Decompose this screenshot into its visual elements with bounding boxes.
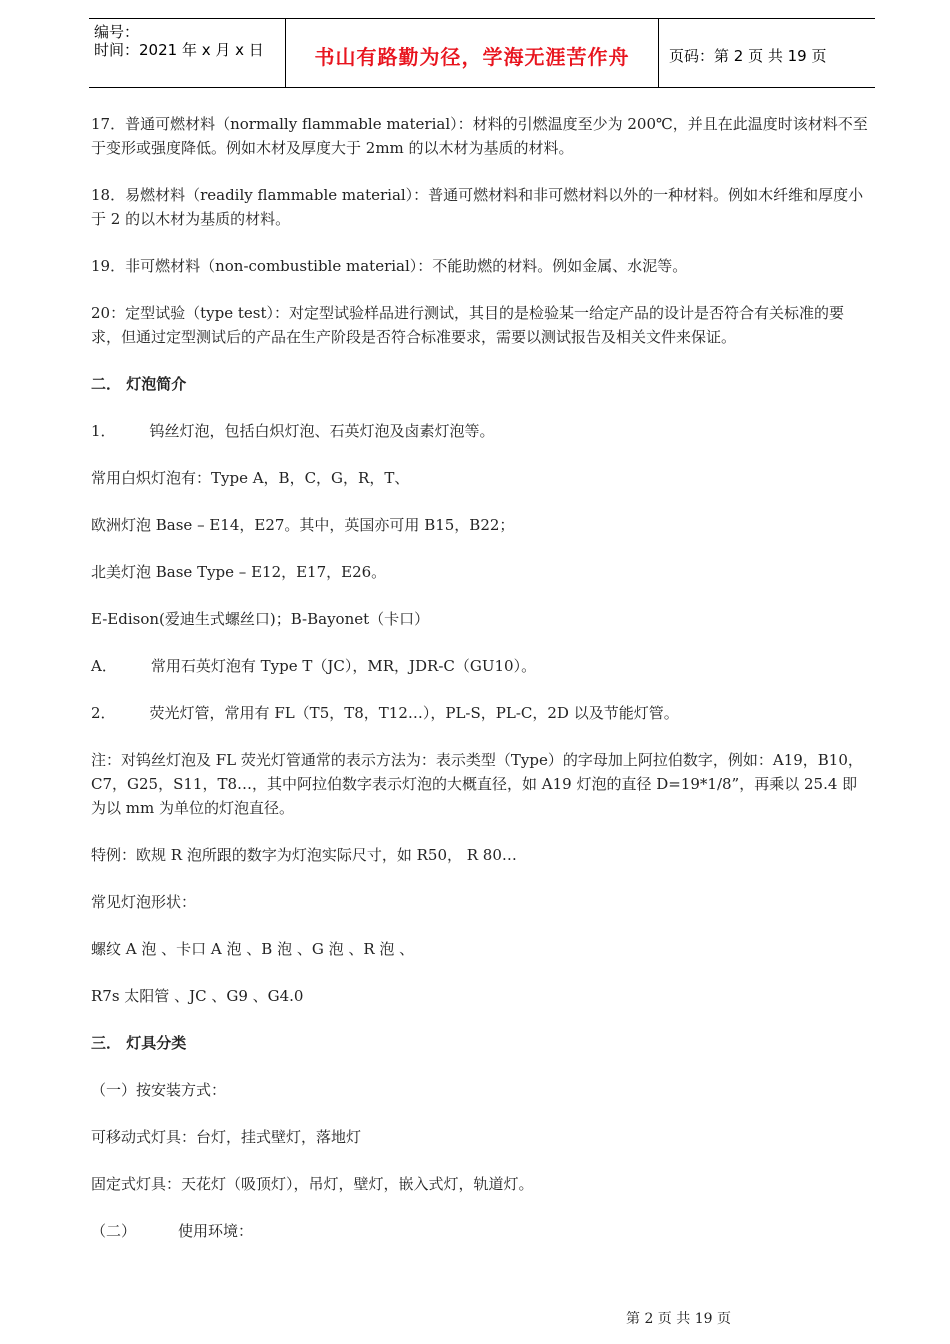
section-heading-bulbs: 二． 灯泡简介 [91,375,187,393]
install-method-title: （一）按安装方式： [91,1081,227,1099]
definition-19: 19．非可燃材料（non-combustible material）：不能助燃的材料。例如金属、水泥等。 [91,257,688,275]
list-item-number: （二） [91,1222,137,1240]
header-right-cell [659,19,875,87]
list-item-number: 1． [91,422,116,440]
list-item-number: A． [91,657,117,675]
list-item-text: 钨丝灯泡，包括白炽灯泡、石英灯泡及卤素灯泡等。 [149,422,495,440]
usage-environment-title [91,1219,871,1243]
common-shapes-line-1: 螺纹 A 泡 、卡口 A 泡 、B 泡 、G 泡 、R 泡 、 [91,940,415,958]
movable-luminaires: 可移动式灯具：台灯，挂式壁灯，落地灯 [91,1128,362,1146]
north-american-base: 北美灯泡 Base Type – E12，E17，E26。 [91,563,387,581]
header-page-number: 页码：第 2 页 共 19 页 [669,47,827,65]
page-header [89,18,875,88]
list-item-number: 2． [91,704,116,722]
document-time-label: 时间：2021 年 x 月 x 日 [94,41,264,59]
header-middle-cell [286,19,659,87]
edison-bayonet-note: E-Edison(爱迪生式螺丝口)；B-Bayonet（卡口） [91,610,430,628]
common-shapes-title: 常见灯泡形状： [91,893,197,911]
definition-17: 17．普通可燃材料（normally flammable material）：材料的引燃温度至少为 200℃，并且在此温度时该材料不至于变形或强度降低。例如木材及厚度大于 2mm 的以木材为基质的材料。 [91,115,868,157]
definition-18: 18．易燃材料（readily flammable material）：普通可燃材料和非可燃材料以外的一种材料。例如木纤维和厚度小于 2 的以木材为基质的材料。 [91,186,864,228]
list-item-tungsten [91,419,871,443]
document-number-label: 编号： [94,23,140,41]
list-item-fluorescent [91,701,871,725]
special-case-note: 特例：欧规 R 泡所跟的数字为灯泡实际尺寸，如 R50， R 80… [91,846,517,864]
document-body [91,112,871,1243]
header-left-cell [89,19,286,87]
common-shapes-line-2: R7s 太阳管 、JC 、G9 、G4.0 [91,987,304,1005]
european-base: 欧洲灯泡 Base – E14，E27。其中，英国亦可用 B15，B22； [91,516,515,534]
list-item-text: 常用石英灯泡有 Type T（JC），MR，JDR-C（GU10）。 [150,657,537,675]
page-footer: 第 2 页 共 19 页 [626,1311,731,1327]
section-heading-luminaires: 三． 灯具分类 [91,1034,187,1052]
list-item-text: 荧光灯管，常用有 FL（T5，T8，T12…），PL-S，PL-C，2D 以及节能灯管。 [149,704,679,722]
list-item-text: 使用环境： [178,1222,254,1240]
notation-note: 注：对钨丝灯泡及 FL 荧光灯管通常的表示方法为：表示类型（Type）的字母加上阿拉伯数字，例如：A19，B10，C7，G25，S11，T8…，其中阿拉伯数字表示灯泡的大概直径，如 A19 灯泡的直径 D=19*1/8”，再乘以 25.4 即为以 mm 为单位的灯泡直径。 [91,751,863,817]
incandescent-types: 常用白炽灯泡有：Type A，B，C，G，R，T、 [91,469,410,487]
list-item-quartz [91,654,871,678]
fixed-luminaires: 固定式灯具：天花灯（吸顶灯），吊灯，壁灯，嵌入式灯，轨道灯。 [91,1175,534,1193]
header-motto: 书山有路勤为径，学海无涯苦作舟 [314,45,630,69]
definition-20: 20：定型试验（type test）：对定型试验样品进行测试，其目的是检验某一给定产品的设计是否符合有关标准的要求，但通过定型测试后的产品在生产阶段是否符合标准要求，需要以测试报告及相关文件来保证。 [91,304,844,346]
